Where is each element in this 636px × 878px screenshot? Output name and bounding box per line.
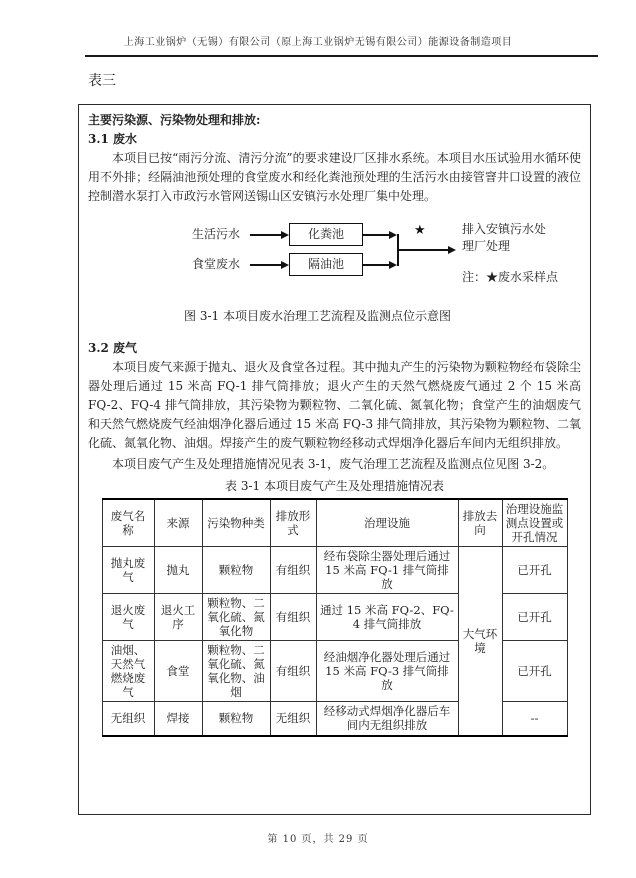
diagram-source-domestic-sewage: 生活污水 <box>192 227 241 241</box>
sheet-label: 表三 <box>88 73 116 89</box>
flow-line <box>363 234 390 236</box>
cell-form: 无组织 <box>270 702 316 736</box>
cell-pollutants: 颗粒物 <box>202 702 270 736</box>
box-title: 主要污染源、污染物处理和排放: <box>88 113 261 127</box>
col-header-monitoring-port: 治理设施监测点设置或开孔情况 <box>502 499 567 547</box>
col-header-source: 来源 <box>154 499 202 547</box>
footer-page-number: 第 10 页，共 29 页 <box>267 834 369 845</box>
flow-line <box>397 249 449 251</box>
cell-gas-name: 无组织 <box>102 702 154 736</box>
cell-monitoring: 已开孔 <box>502 594 567 641</box>
table-row <box>102 547 567 594</box>
cell-pollutants: 颗粒物、二氧化硫、氮氧化物、油烟 <box>202 641 270 702</box>
table-3-1-caption: 表 3-1 本项目废气产生及处理措施情况表 <box>225 479 444 493</box>
sampling-point-star-icon: ★ <box>414 223 426 238</box>
cell-treatment: 通过 15 米高 FQ-2、FQ-4 排气筒排放 <box>316 594 458 641</box>
arrow-right-icon <box>281 261 289 269</box>
cell-monitoring: 已开孔 <box>502 547 567 594</box>
flow-line <box>363 264 390 266</box>
wastewater-paragraph: 本项目已按“雨污分流、清污分流”的要求建设厂区排水系统。本项目水压试验用水循环使用不外排；经隔油池预处理的食堂废水和经化粪池预处理的生活污水由接管窨井口设置的液位控制潜水泵打入市政污水管网送锡山区安镇污水处理厂集中处理。 <box>88 151 581 203</box>
table-header-row <box>102 499 567 547</box>
col-header-emission-form: 排放形式 <box>270 499 316 547</box>
section-heading-waste-gas: 3.2 废气 <box>88 341 138 355</box>
diagram-outlet-label: 排入安镇污水处理厂处理 <box>462 222 547 253</box>
cell-form: 有组织 <box>270 641 316 702</box>
cell-source: 退火工序 <box>154 594 202 641</box>
col-header-destination: 排放去向 <box>458 499 502 547</box>
cell-treatment: 经布袋除尘器处理后通过 15 米高 FQ-1 排气筒排放 <box>316 547 458 594</box>
cell-source: 抛丸 <box>154 547 202 594</box>
cell-treatment: 经移动式焊烟净化器后车间内无组织排放 <box>316 702 458 736</box>
page-header-title: 上海工业锅炉（无锡）有限公司（原上海工业锅炉无锡有限公司）能源设备制造项目 <box>123 37 513 48</box>
wastewater-flow-diagram <box>88 221 581 295</box>
cell-gas-name: 油烟、天然气燃烧废气 <box>102 641 154 702</box>
cell-monitoring: 已开孔 <box>502 641 567 702</box>
flow-line <box>250 234 282 236</box>
cell-source: 食堂 <box>154 641 202 702</box>
figure-3-1-caption: 图 3-1 本项目废水治理工艺流程及监测点位示意图 <box>184 309 451 323</box>
cell-pollutants: 颗粒物 <box>202 547 270 594</box>
col-header-treatment-facility: 治理设施 <box>316 499 458 547</box>
col-header-pollutant-type: 污染物种类 <box>202 499 270 547</box>
flow-line <box>250 264 282 266</box>
section-heading-wastewater: 3.1 废水 <box>88 132 138 146</box>
cell-form: 有组织 <box>270 594 316 641</box>
diagram-source-canteen-wastewater: 食堂废水 <box>192 257 241 271</box>
waste-gas-paragraph-1: 本项目废气来源于抛丸、退火及食堂各过程。其中抛丸产生的污染物为颗粒物经布袋除尘器处理后通过 15 米高 FQ-1 排气筒排放；退火产生的天然气燃烧废气通过 2 个 15 米高 FQ-2、FQ-4 排气筒排放，其污染物为颗粒物、二氧化硫、氮氧化物；食堂产生的油烟废气和天然气燃烧废气经油烟净化器后通过 15 米高 FQ-3 排气筒排放，其污染物为颗粒物、二氧化硫、氮氧化物、油烟。焊接产生的废气颗粒物经移动式焊烟净化器后车间内无组织排放。 <box>88 360 581 450</box>
cell-gas-name: 抛丸废气 <box>102 547 154 594</box>
arrow-right-icon <box>281 231 289 239</box>
col-header-gas-name: 废气名称 <box>102 499 154 547</box>
arrow-right-icon <box>389 261 397 269</box>
content-box <box>78 104 591 815</box>
diagram-note: 注：★废水采样点 <box>462 270 559 284</box>
cell-monitoring: -- <box>502 702 567 736</box>
cell-pollutants: 颗粒物、二氧化硫、氮氧化物 <box>202 594 270 641</box>
arrow-right-icon <box>448 246 456 254</box>
cell-form: 有组织 <box>270 547 316 594</box>
diagram-unit-septic-tank: 化粪池 <box>289 223 363 246</box>
cell-treatment: 经油烟净化器处理后通过 15 米高 FQ-3 排气筒排放 <box>316 641 458 702</box>
cell-gas-name: 退火废气 <box>102 594 154 641</box>
cell-destination-merged: 大气环境 <box>458 547 502 736</box>
cell-source: 焊接 <box>154 702 202 736</box>
header-rule <box>85 55 598 57</box>
arrow-right-icon <box>389 231 397 239</box>
diagram-unit-grease-trap: 隔油池 <box>289 253 363 276</box>
waste-gas-measures-table <box>102 498 568 737</box>
waste-gas-paragraph-2: 本项目废气产生及处理措施情况见表 3-1，废气治理工艺流程及监测点位见图 3-2。 <box>112 457 555 471</box>
